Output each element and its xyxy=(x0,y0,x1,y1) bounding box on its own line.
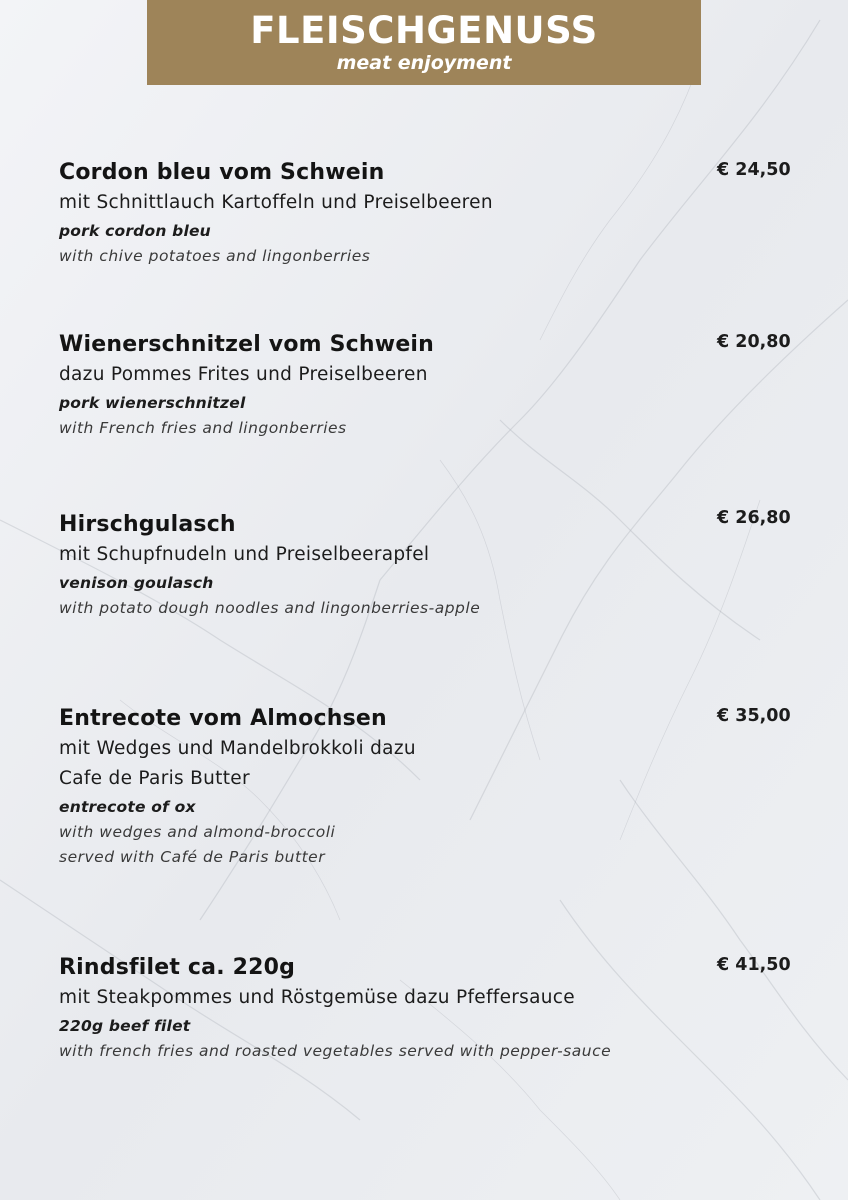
menu-item xyxy=(59,704,799,870)
dish-price: € 35,00 xyxy=(717,706,791,726)
dish-english-name: pork wienerschnitzel xyxy=(59,394,246,412)
dish-description: mit Schnittlauch Kartoffeln und Preiselbeeren xyxy=(59,192,493,213)
dish-price: € 41,50 xyxy=(717,955,791,975)
dish-price: € 20,80 xyxy=(717,332,791,352)
page-subtitle: meat enjoyment xyxy=(336,52,512,74)
menu-item xyxy=(59,330,799,441)
dish-price: € 26,80 xyxy=(717,508,791,528)
dish-english-description: with wedges and almond-broccoli xyxy=(59,823,336,841)
dish-name: Wienerschnitzel vom Schwein xyxy=(59,332,435,357)
dish-description: mit Schupfnudeln und Preiselbeerapfel xyxy=(59,544,430,565)
dish-description: mit Wedges und Mandelbrokkoli dazu xyxy=(59,738,416,759)
dish-english-name: pork cordon bleu xyxy=(59,222,211,240)
dish-description: Cafe de Paris Butter xyxy=(59,768,250,789)
dish-name: Cordon bleu vom Schwein xyxy=(59,160,385,185)
menu-item xyxy=(59,158,799,269)
dish-english-name: venison goulasch xyxy=(59,574,214,592)
page-title: FLEISCHGENUSS xyxy=(250,9,598,52)
dish-english-description: with chive potatoes and lingonberries xyxy=(59,247,371,265)
dish-description: mit Steakpommes und Röstgemüse dazu Pfeffersauce xyxy=(59,987,575,1008)
menu-item xyxy=(59,510,799,621)
menu-item xyxy=(59,953,799,1064)
dish-english-description: with French fries and lingonberries xyxy=(59,419,347,437)
dish-name: Hirschgulasch xyxy=(59,512,236,537)
header-banner xyxy=(147,0,701,85)
dish-name: Rindsfilet ca. 220g xyxy=(59,955,296,980)
dish-english-description: with french fries and roasted vegetables served with pepper-sauce xyxy=(59,1042,612,1060)
dish-name: Entrecote vom Almochsen xyxy=(59,706,387,731)
dish-english-description: with potato dough noodles and lingonberries-apple xyxy=(59,599,481,617)
dish-english-name: entrecote of ox xyxy=(59,798,196,816)
dish-english-name: 220g beef filet xyxy=(59,1017,191,1035)
dish-price: € 24,50 xyxy=(717,160,791,180)
dish-description: dazu Pommes Frites und Preiselbeeren xyxy=(59,364,428,385)
dish-english-description: served with Café de Paris butter xyxy=(59,848,326,866)
